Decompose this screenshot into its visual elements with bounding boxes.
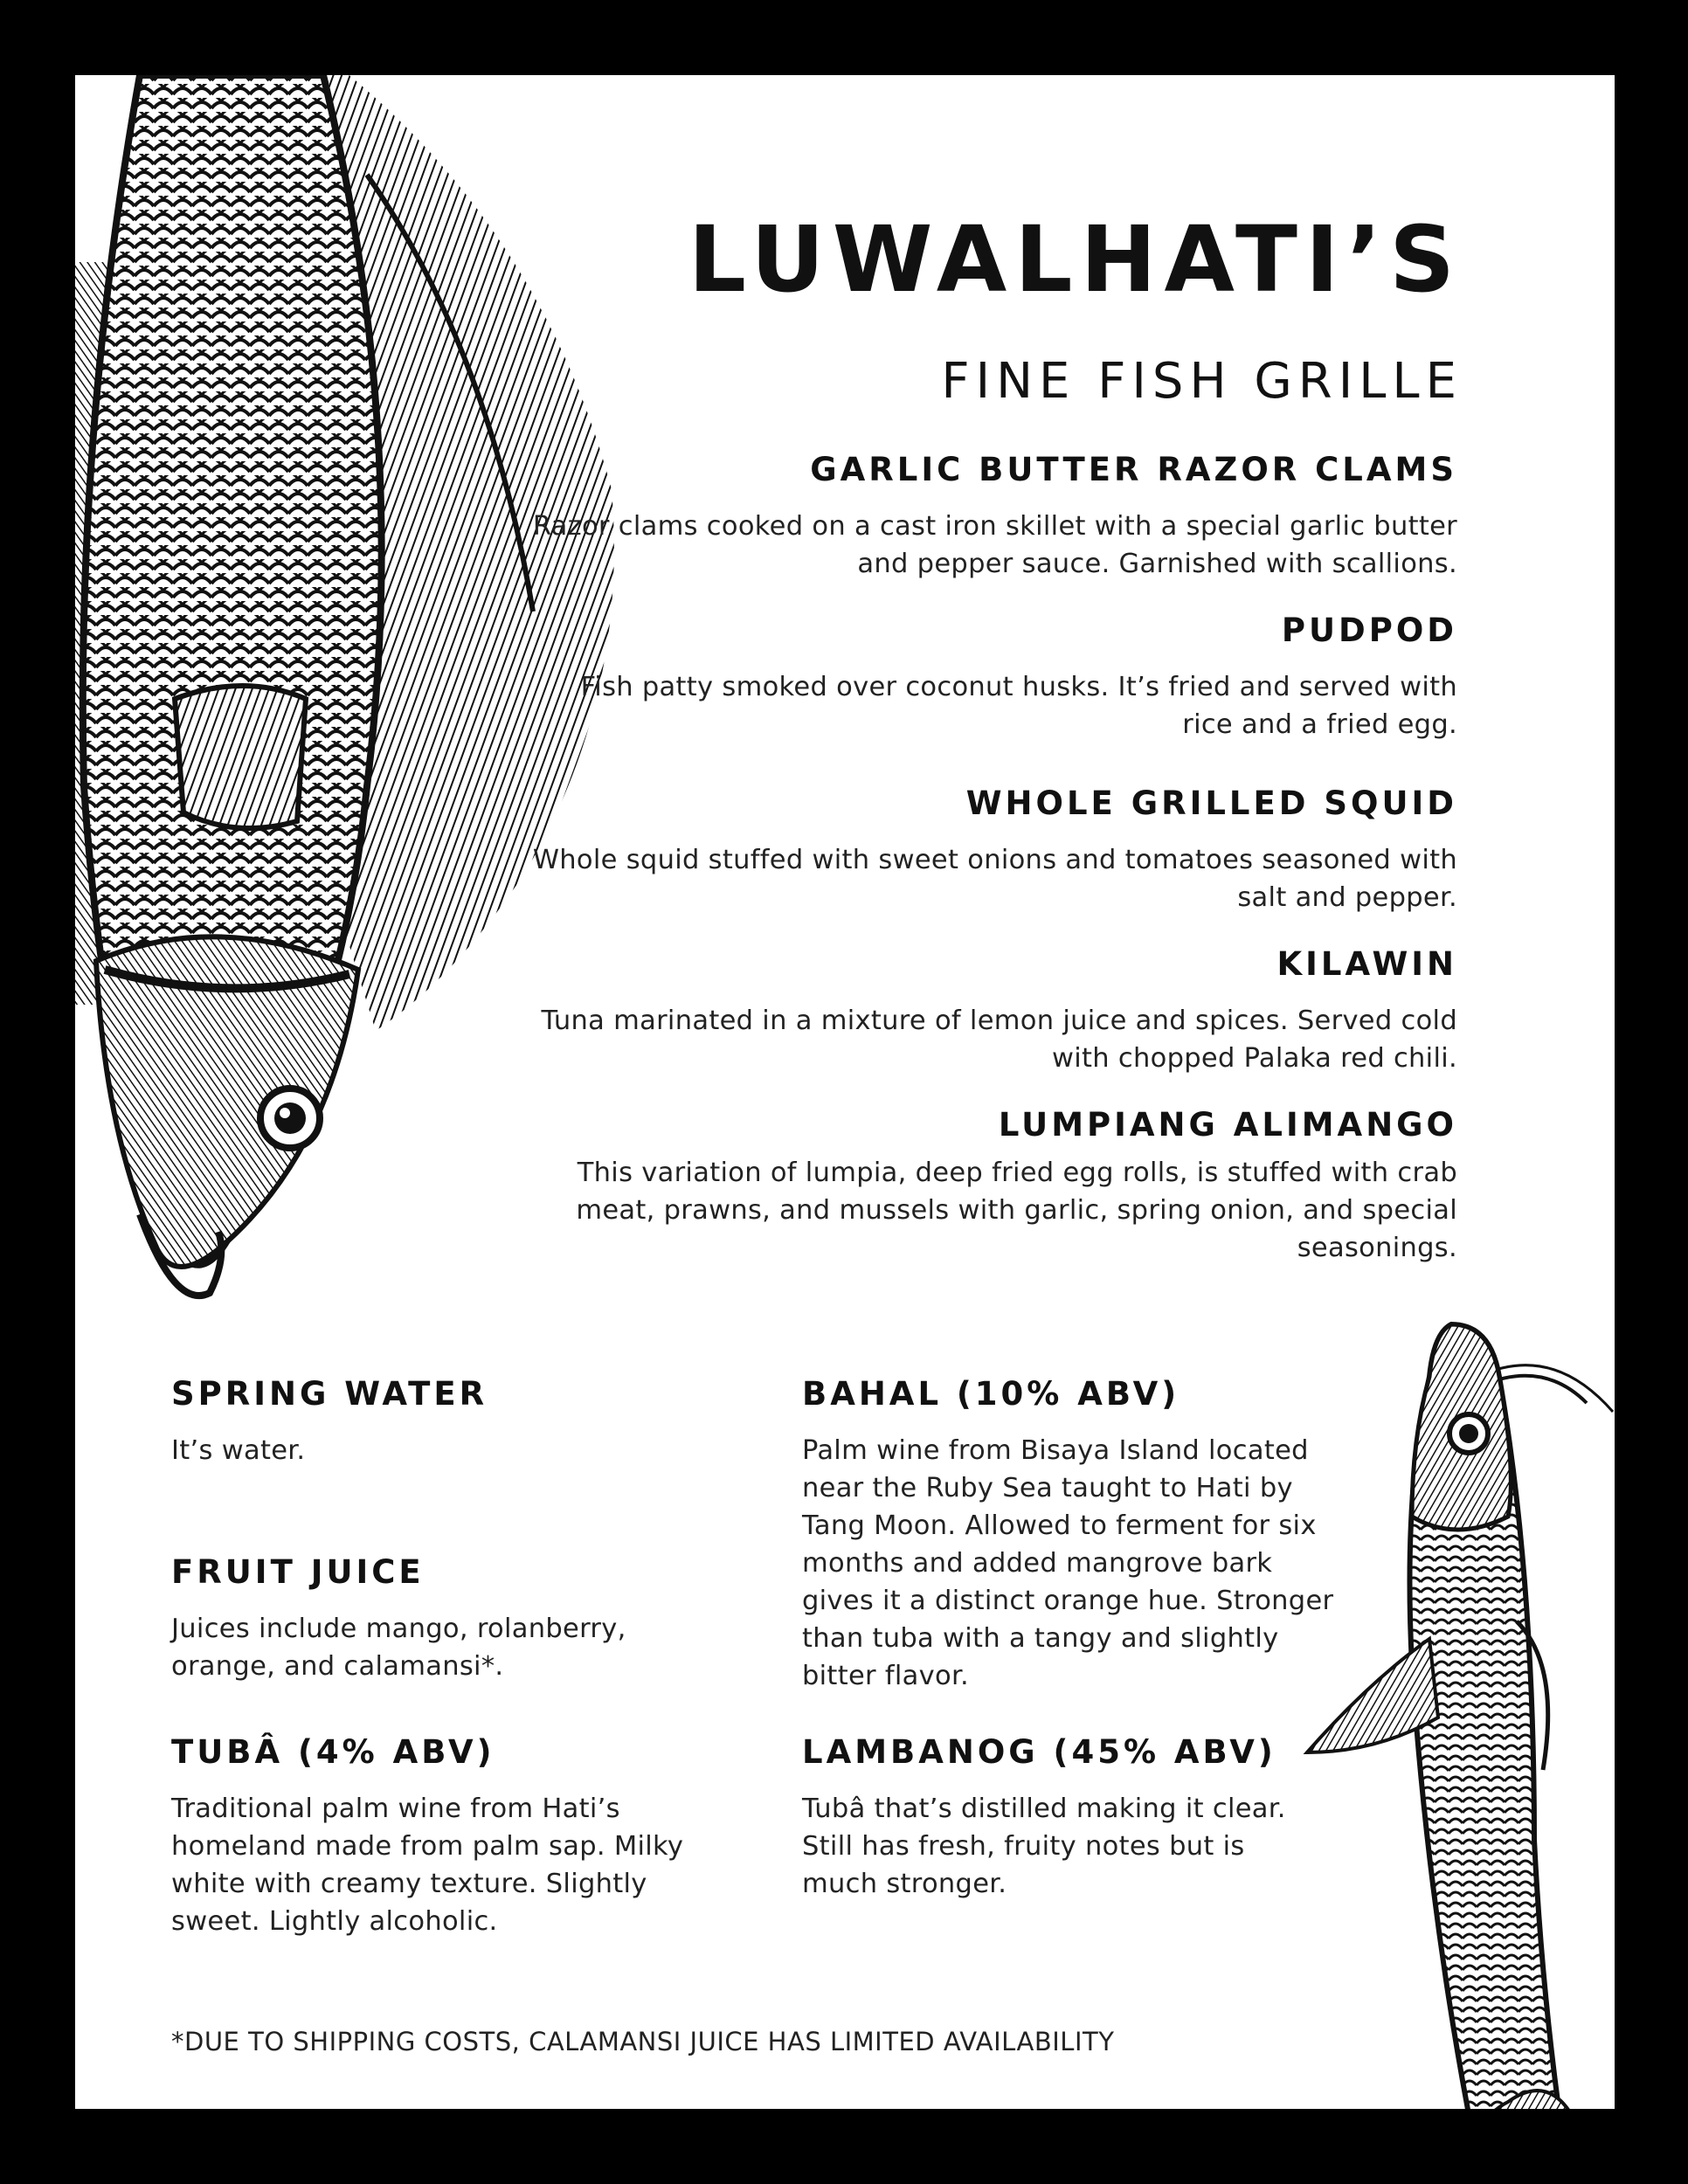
menu-item-description: This variation of lumpia, deep fried egg rolls, is stuffed with crab meat, prawns, and mussels with garlic, spring onion, and special seasonings. xyxy=(576,1158,1457,1263)
menu-item xyxy=(531,451,1457,583)
drink-item-name: BAHAL (10% ABV) xyxy=(802,1375,1180,1413)
drink-item-description: Juices include mango, rolanberry, orange, and calamansi*. xyxy=(171,1614,626,1682)
menu-item-name: LUMPIANG ALIMANGO xyxy=(998,1106,1457,1144)
drink-item xyxy=(802,1733,1326,1903)
menu-item-name: PUDPOD xyxy=(1281,612,1457,649)
menu-page xyxy=(75,75,1615,2109)
availability-footnote: *DUE TO SHIPPING COSTS, CALAMANSI JUICE HAS LIMITED AVAILABILITY xyxy=(171,2027,1115,2056)
drink-item xyxy=(802,1375,1344,1695)
menu-item xyxy=(531,612,1457,743)
menu-item-description: Razor clams cooked on a cast iron skillet with a special garlic butter and pepper sauce. Garnished with scallions. xyxy=(532,511,1457,579)
drink-item-name: SPRING WATER xyxy=(171,1375,488,1413)
menu-item-name: GARLIC BUTTER RAZOR CLAMS xyxy=(810,451,1457,488)
drink-item-name: TUBÂ (4% ABV) xyxy=(171,1733,495,1771)
drink-item-description: Palm wine from Bisaya Island located near the Ruby Sea taught to Hati by Tang Moon. Allowed to ferment for six months and added mangrove bark gives it a distinct orange hue. Stronger than tuba with a tangy and slightly bitter flavor. xyxy=(802,1435,1334,1691)
drink-item-name: LAMBANOG (45% ABV) xyxy=(802,1733,1276,1771)
restaurant-name: LUWALHATI’S xyxy=(688,206,1463,313)
menu-item xyxy=(531,1106,1457,1267)
menu-item-description: Tuna marinated in a mixture of lemon juice and spices. Served cold with chopped Palaka red chili. xyxy=(541,1006,1457,1074)
drink-item xyxy=(171,1553,695,1685)
drink-item-name: FRUIT JUICE xyxy=(171,1553,425,1591)
menu-item xyxy=(531,945,1457,1077)
menu-item xyxy=(531,784,1457,916)
drink-item-description: Tubâ that’s distilled making it clear. Still has fresh, fruity notes but is much stronger. xyxy=(802,1794,1286,1899)
drink-item-description: Traditional palm wine from Hati’s homeland made from palm sap. Milky white with creamy texture. Slightly sweet. Lightly alcoholic. xyxy=(171,1794,684,1937)
drink-item xyxy=(171,1733,695,1940)
drink-item-description: It’s water. xyxy=(171,1435,306,1466)
restaurant-tagline: FINE FISH GRILLE xyxy=(941,353,1463,410)
drink-item xyxy=(171,1375,695,1469)
menu-item-name: KILAWIN xyxy=(1276,945,1457,983)
menu-item-description: Fish patty smoked over coconut husks. It’s fried and served with rice and a fried egg. xyxy=(580,672,1457,740)
menu-item-name: WHOLE GRILLED SQUID xyxy=(965,784,1457,822)
menu-item-description: Whole squid stuffed with sweet onions and tomatoes seasoned with salt and pepper. xyxy=(532,845,1457,913)
